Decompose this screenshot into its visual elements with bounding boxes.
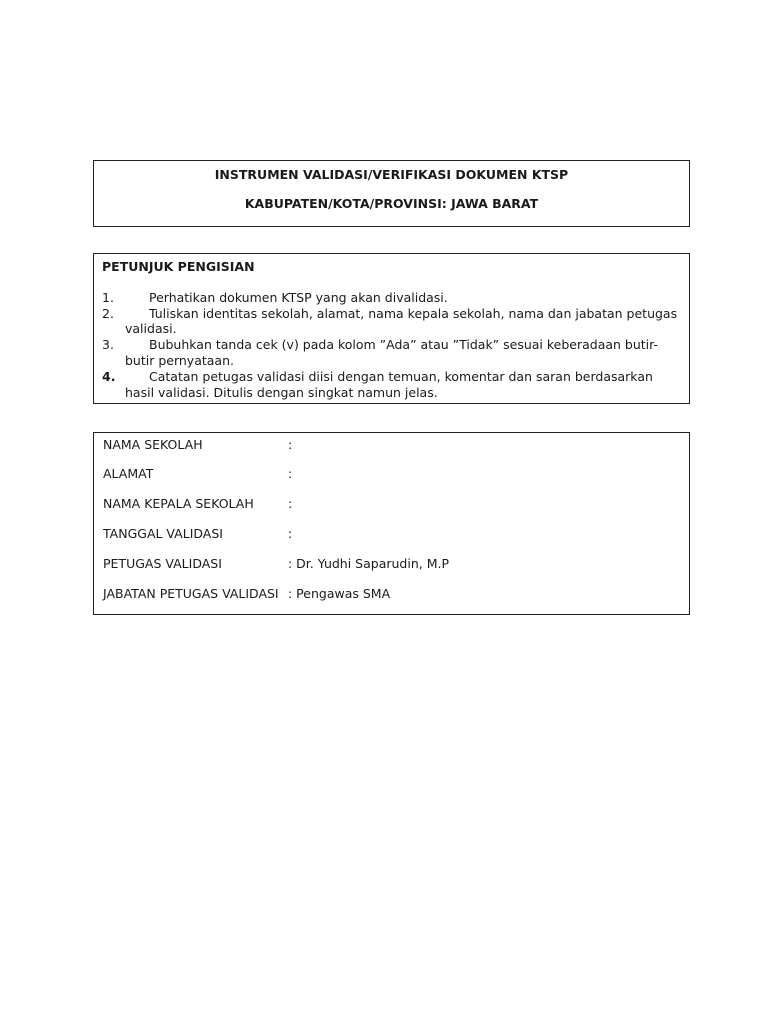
instruction-text: Bubuhkan tanda cek (v) pada kolom ”Ada” atau ”Tidak” sesuai keberadaan butir-butir pernyataan. (125, 337, 659, 368)
field-label: NAMA KEPALA SEKOLAH (103, 496, 254, 511)
field-value: : (288, 466, 293, 481)
field-row-validation-date (103, 525, 681, 543)
field-value: : (288, 437, 293, 452)
instruction-item (102, 290, 681, 306)
instruction-item (102, 337, 681, 369)
field-label: TANGGAL VALIDASI (103, 526, 223, 541)
instruction-text: Perhatikan dokumen KTSP yang akan divalidasi. (149, 289, 448, 305)
field-value: : Pengawas SMA (288, 586, 391, 601)
instruction-number: 1. (102, 289, 114, 305)
instruction-text: Catatan petugas validasi diisi dengan temuan, komentar dan saran berdasarkan hasil validasi. Ditulis dengan singkat namun jelas. (125, 368, 653, 400)
field-label: PETUGAS VALIDASI (103, 556, 222, 571)
field-row-address (103, 465, 681, 483)
document-title: INSTRUMEN VALIDASI/VERIFIKASI DOKUMEN KTSP (214, 167, 569, 182)
field-value: : (288, 526, 293, 541)
field-label: ALAMAT (103, 466, 154, 481)
instruction-text: Tuliskan identitas sekolah, alamat, nama kepala sekolah, nama dan jabatan petugas validasi. (125, 305, 678, 337)
instructions-heading: PETUNJUK PENGISIAN (102, 259, 255, 274)
field-label: JABATAN PETUGAS VALIDASI (103, 586, 279, 601)
instruction-number: 4. (102, 368, 116, 384)
instructions-box (93, 253, 690, 404)
field-row-validator-position (103, 585, 681, 603)
instruction-item (102, 306, 681, 338)
field-value: : Dr. Yudhi Saparudin, M.P (288, 556, 449, 571)
instruction-number: 3. (102, 337, 114, 353)
field-row-validator (103, 555, 681, 573)
field-value: : (288, 496, 293, 511)
region-line: KABUPATEN/KOTA/PROVINSI: JAWA BARAT (244, 196, 539, 211)
field-row-principal-name (103, 495, 681, 513)
instruction-number: 2. (102, 305, 114, 321)
document-header-box (93, 160, 690, 227)
instruction-item (102, 369, 681, 401)
field-label: NAMA SEKOLAH (103, 437, 203, 452)
school-identity-box (93, 432, 690, 615)
field-row-school-name (103, 436, 681, 454)
